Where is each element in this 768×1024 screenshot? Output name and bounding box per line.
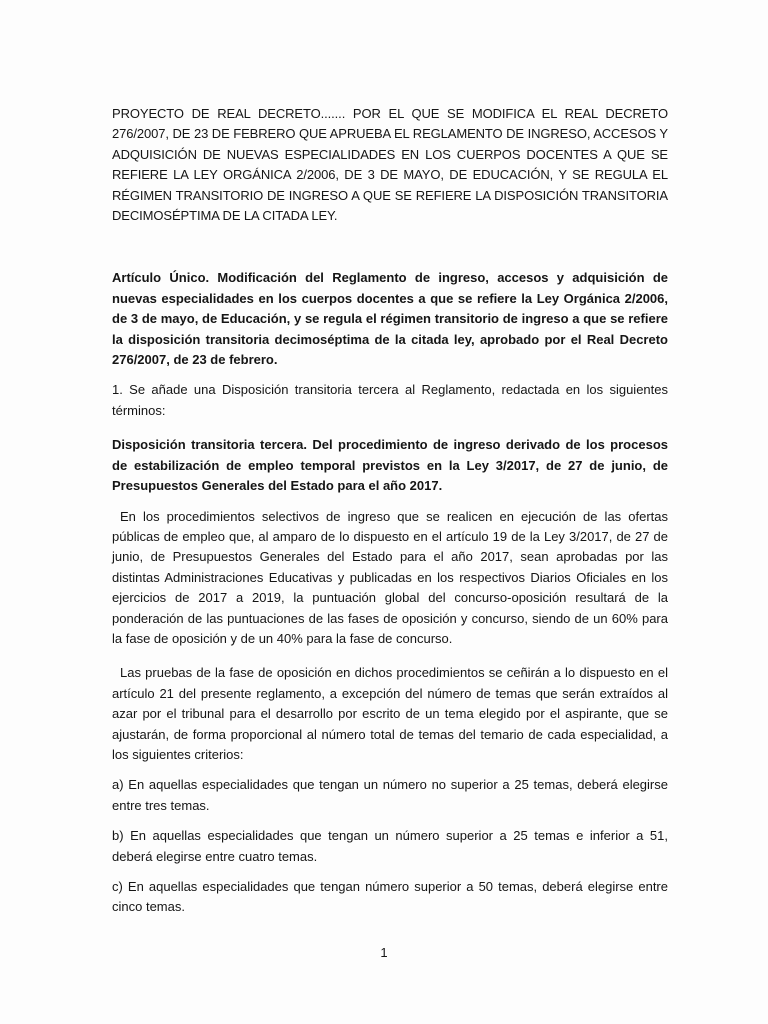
criterion-a: a) En aquellas especialidades que tengan un número no superior a 25 temas, deberá elegirse entre tres temas.	[112, 777, 668, 813]
page-number: 1	[380, 945, 388, 960]
item-1-paragraph: 1. Se añade una Disposición transitoria tercera al Reglamento, redactada en los siguientes términos:	[112, 382, 668, 418]
paragraph-2: Las pruebas de la fase de oposición en dichos procedimientos se ceñirán a lo dispuesto en el artículo 21 del presente reglamento, a excepción del número de temas que serán extraídos al azar por el tribunal para el desarrollo por escrito de un tema elegido por el aspirante, que se ajustarán, de forma proporcional al número total de temas del temario de cada especialidad, a los siguientes criterios:	[112, 665, 668, 762]
criterion-c: c) En aquellas especialidades que tengan número superior a 50 temas, deberá elegirse entre cinco temas.	[112, 879, 668, 915]
paragraph-1: En los procedimientos selectivos de ingreso que se realicen en ejecución de las ofertas públicas de empleo que, al amparo de lo dispuesto en el artículo 19 de la Ley 3/2017, de 27 de junio, de Presupuestos Generales del Estado para el año 2017, sean aprobadas por las distintas Administraciones Educativas y publicadas en los respectivos Diarios Oficiales en los ejercicios de 2017 a 2019, la puntuación global del concurso-oposición resultará de la ponderación de las puntuaciones de las fases de oposición y concurso, siendo de un 60% para la fase de oposición y de un 40% para la fase de concurso.	[112, 508, 668, 646]
document-body	[112, 104, 668, 918]
document-title: PROYECTO DE REAL DECRETO....... POR EL QUE SE MODIFICA EL REAL DECRETO 276/2007, DE 23 DE FEBRERO QUE APRUEBA EL REGLAMENTO DE INGRESO, ACCESOS Y ADQUISICIÓN DE NUEVAS ESPECIALIDADES EN LOS CUERPOS DOCENTES A QUE SE REFIERE LA LEY ORGÁNICA 2/2006, DE 3 DE MAYO, DE EDUCACIÓN, Y SE REGULA EL RÉGIMEN TRANSITORIO DE INGRESO A QUE SE REFIERE LA DISPOSICIÓN TRANSITORIA DECIMOSÉPTIMA DE LA CITADA LEY.	[112, 106, 668, 224]
disposition-heading: Disposición transitoria tercera. Del procedimiento de ingreso derivado de los procesos de estabilización de empleo temporal previstos en la Ley 3/2017, de 27 de junio, de Presupuestos Generales del Estado para el año 2017.	[112, 437, 668, 494]
article-heading: Artículo Único. Modificación del Reglamento de ingreso, accesos y adquisición de nuevas especialidades en los cuerpos docentes a que se refiere la Ley Orgánica 2/2006, de 3 de mayo, de Educación, y se regula el régimen transitorio de ingreso a que se refiere la disposición transitoria decimoséptima de la citada ley, aprobado por el Real Decreto 276/2007, de 23 de febrero.	[112, 270, 668, 368]
criterion-b: b) En aquellas especialidades que tengan un número superior a 25 temas e inferior a 51, deberá elegirse entre cuatro temas.	[112, 828, 668, 864]
